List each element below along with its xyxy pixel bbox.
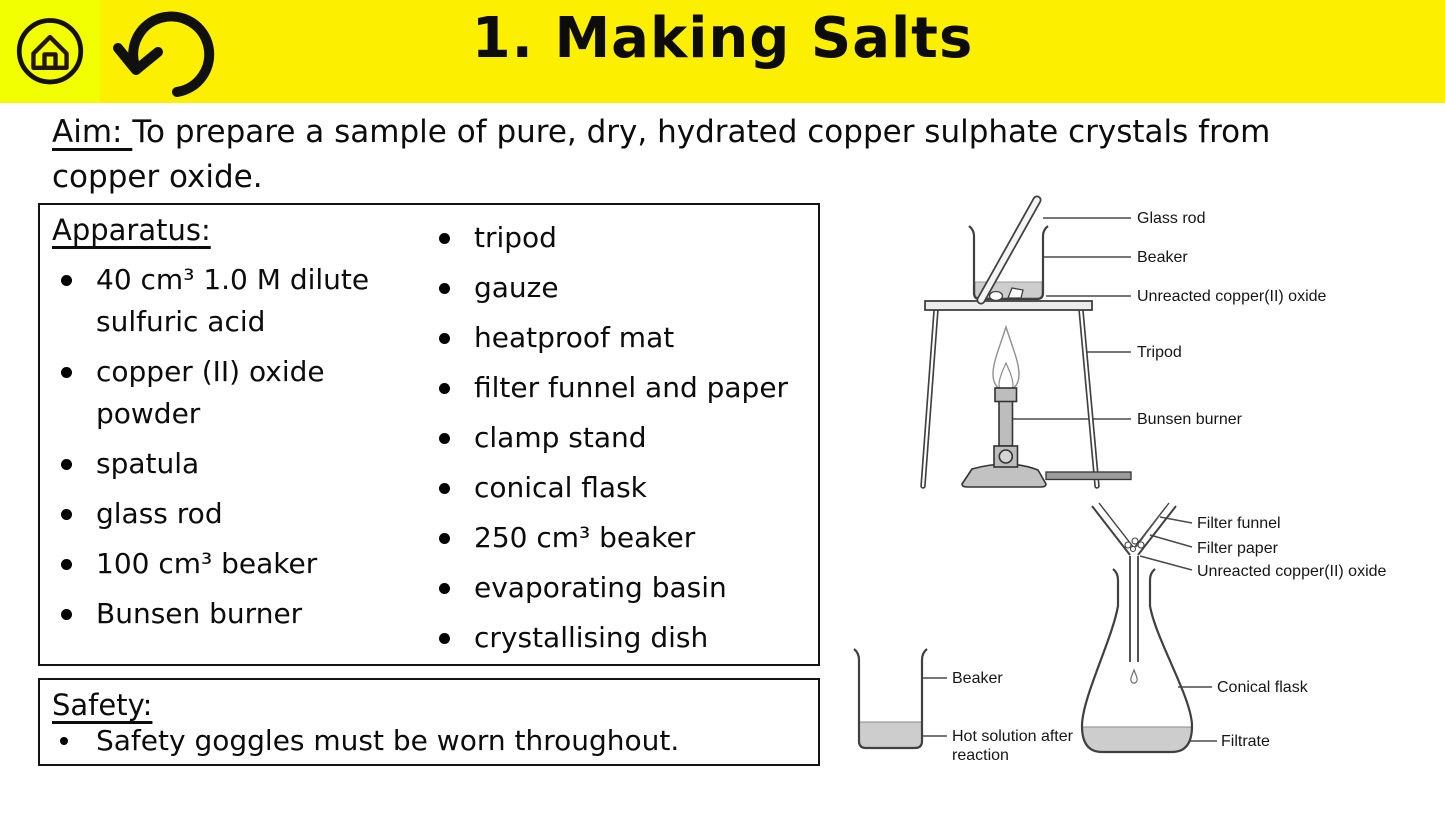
filter-paper-label: Filter paper (1197, 540, 1278, 557)
apparatus-item: gauze (430, 267, 816, 309)
bunsen-burner-drawing (962, 388, 1131, 487)
apparatus-item: 100 cm³ beaker (52, 543, 424, 585)
apparatus-item: 40 cm³ 1.0 M dilute sulfuric acid (52, 259, 424, 343)
unreacted-oxide-label-2: Unreacted copper(II) oxide (1197, 563, 1387, 580)
apparatus-item: Bunsen burner (52, 593, 424, 635)
safety-box (38, 678, 820, 766)
heating-beaker-drawing (969, 226, 1048, 301)
glass-rod-label: Glass rod (1137, 210, 1206, 227)
tripod-label: Tripod (1137, 344, 1182, 361)
hot-solution-beaker-drawing (854, 649, 927, 748)
heating-pointer-lines (1012, 218, 1131, 419)
aim-line1: To prepare a sample of pure, dry, hydrated copper sulphate crystals from (132, 114, 1271, 150)
conical-flask-label: Conical flask (1217, 679, 1308, 696)
unreacted-oxide-label: Unreacted copper(II) oxide (1137, 288, 1327, 305)
aim-label: Aim: (52, 114, 133, 150)
apparatus-item: tripod (430, 217, 816, 259)
safety-heading: Safety: (52, 688, 153, 722)
filter-funnel-label: Filter funnel (1197, 515, 1281, 532)
safety-list (40, 720, 810, 762)
aim-line2: copper oxide. (52, 159, 263, 195)
filtrate-label: Filtrate (1221, 733, 1270, 750)
filtration-diagram (840, 495, 1445, 813)
apparatus-column-2 (430, 217, 816, 667)
apparatus-item: spatula (52, 443, 424, 485)
beaker-label: Beaker (1137, 249, 1188, 266)
apparatus-heading: Apparatus: (52, 213, 211, 247)
filter-funnel-drawing (1092, 503, 1176, 662)
apparatus-item: filter funnel and paper (430, 367, 816, 409)
apparatus-box (38, 203, 820, 666)
apparatus-item: 250 cm³ beaker (430, 517, 816, 559)
apparatus-item: clamp stand (430, 417, 816, 459)
apparatus-item: crystallising dish (430, 617, 816, 659)
apparatus-column-1 (52, 259, 424, 643)
apparatus-item: heatproof mat (430, 317, 816, 359)
conical-flask-drawing (1082, 569, 1192, 752)
apparatus-item: conical flask (430, 467, 816, 509)
filtration-pointer-lines (906, 517, 1217, 741)
page-title: 1. Making Salts (471, 6, 974, 71)
apparatus-item: evaporating basin (430, 567, 816, 609)
apparatus-item: copper (II) oxide powder (52, 351, 424, 435)
flame-drawing (993, 327, 1019, 390)
safety-item: Safety goggles must be worn throughout. (40, 720, 810, 762)
apparatus-item: glass rod (52, 493, 424, 535)
bunsen-burner-label: Bunsen burner (1137, 411, 1242, 428)
header (0, 0, 1445, 103)
hot-solution-label: Hot solution after reaction (952, 728, 1073, 764)
beaker-label-2: Beaker (952, 670, 1003, 687)
